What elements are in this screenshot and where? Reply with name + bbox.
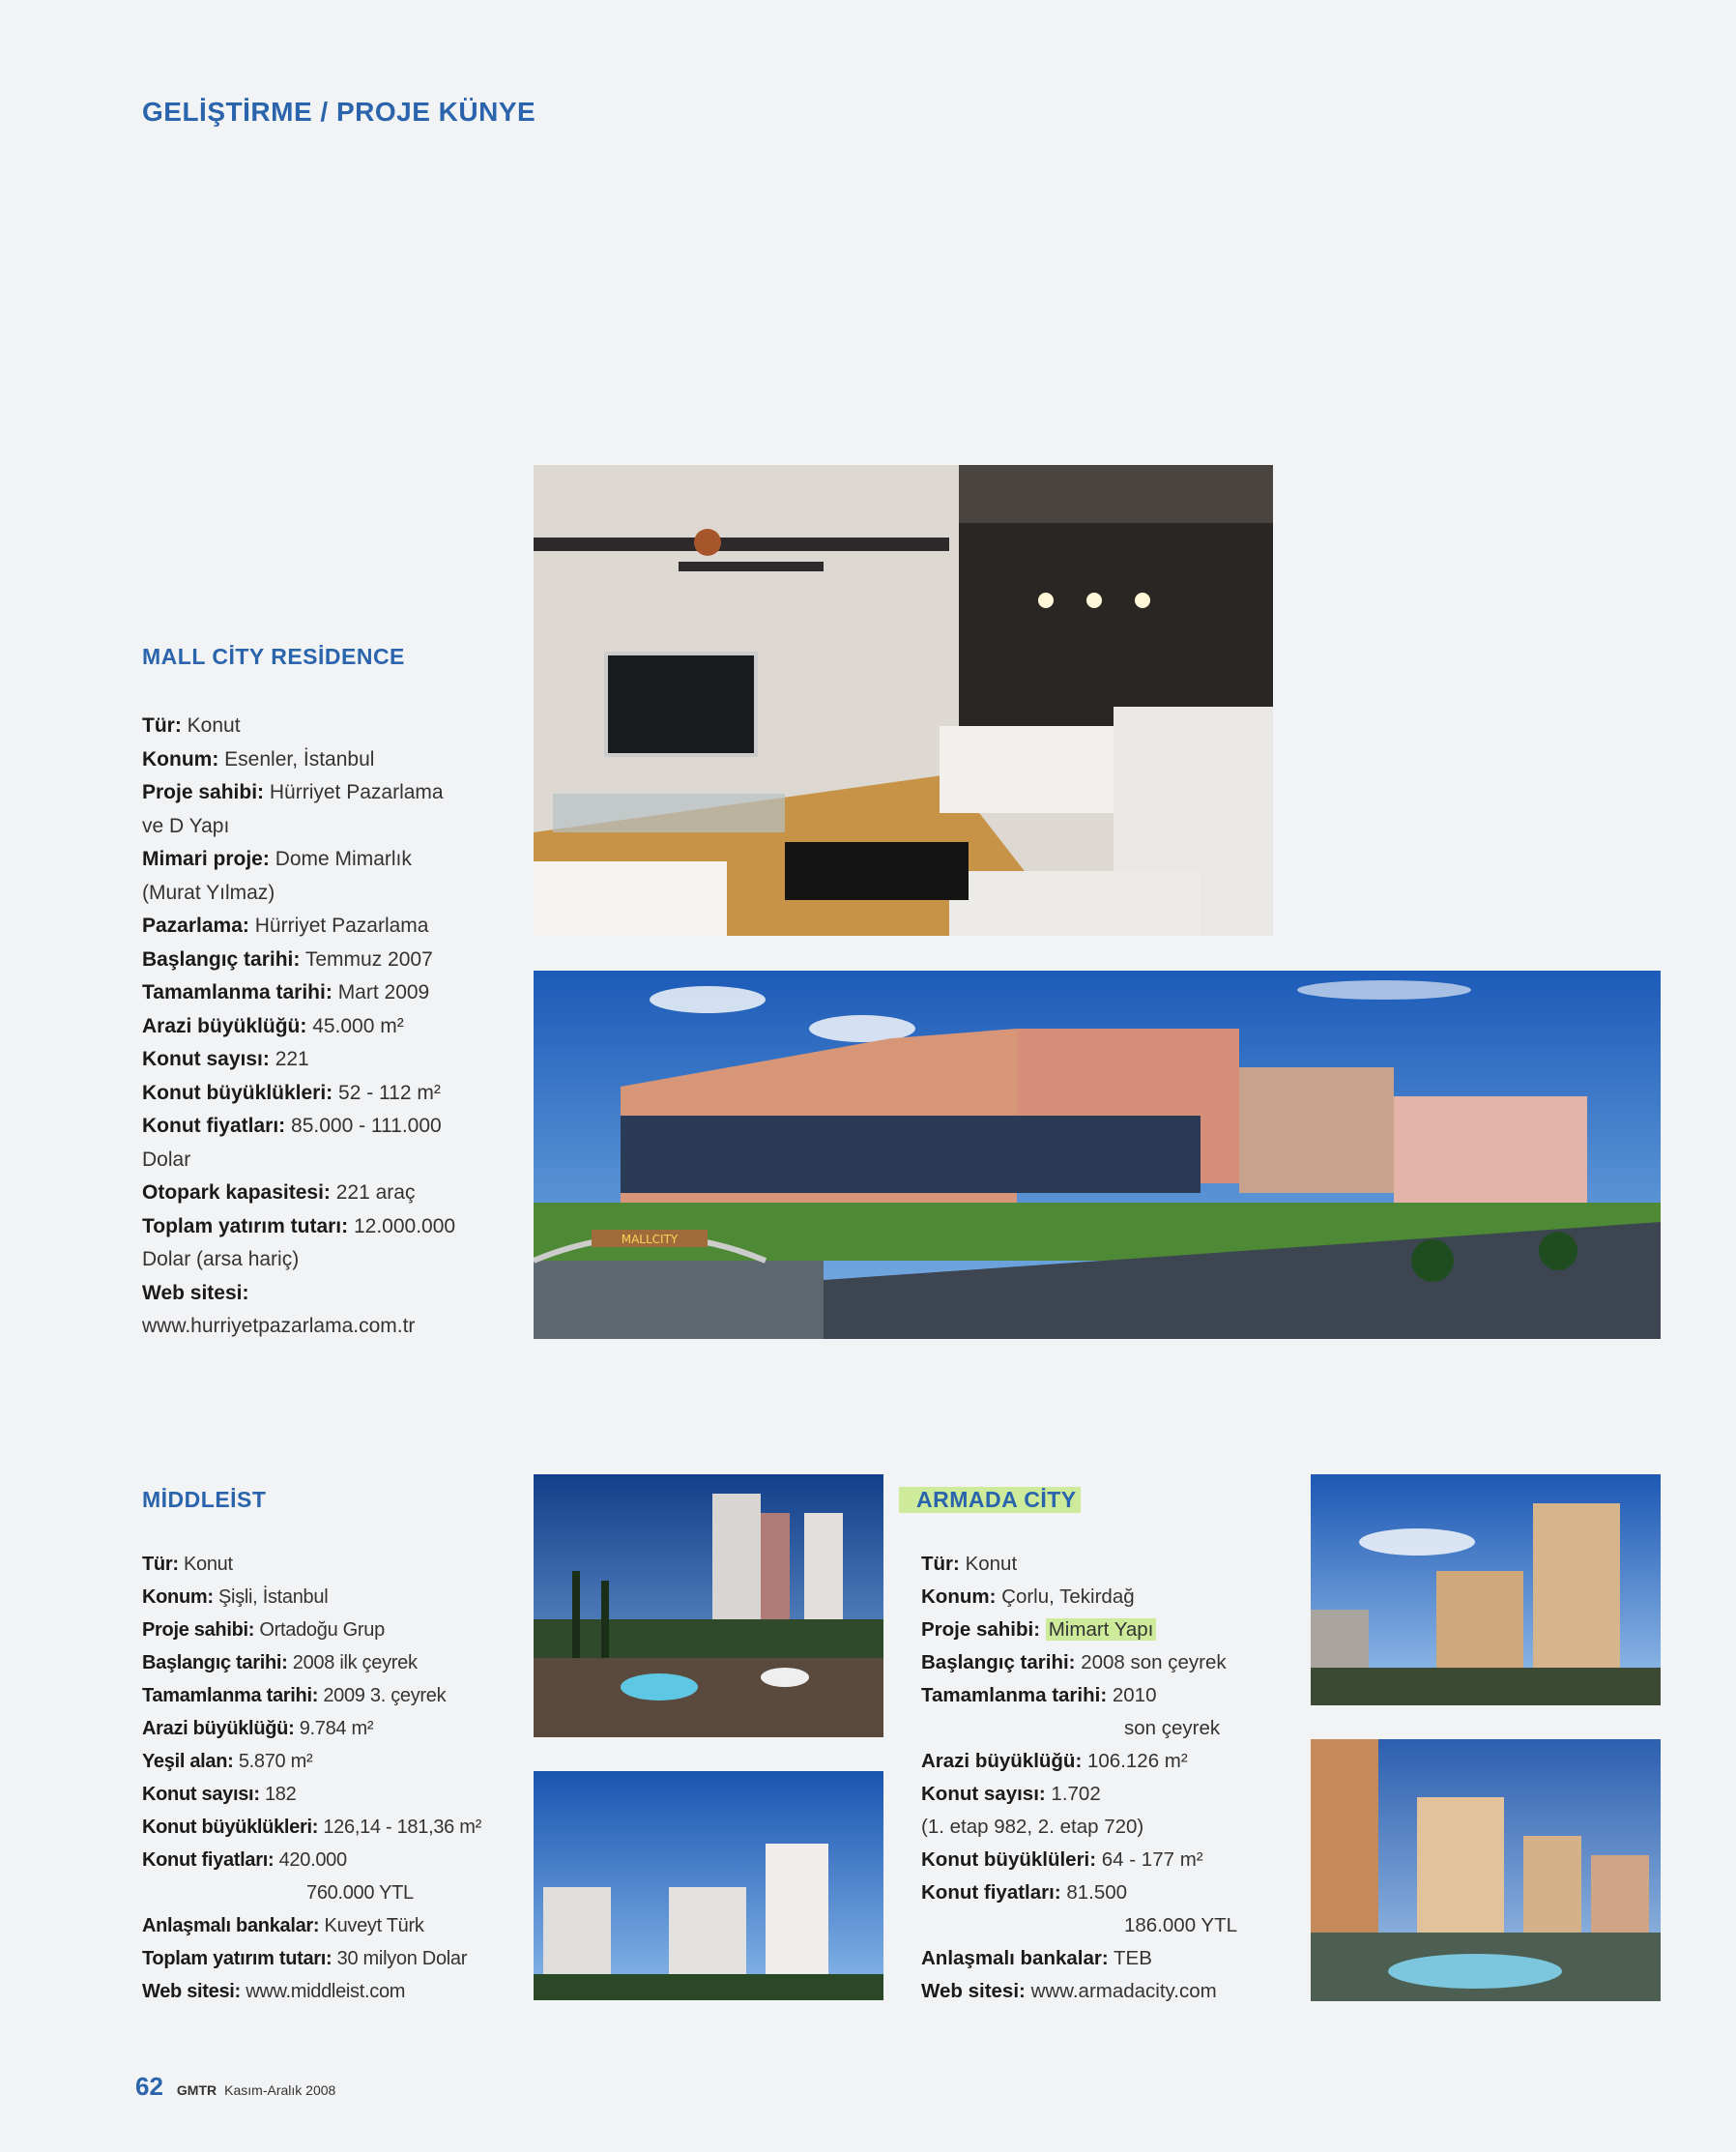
- info-value: Kuveyt Türk: [324, 1915, 424, 1936]
- info-value: Mimart Yapı: [1046, 1618, 1157, 1641]
- info-line: [142, 1144, 455, 1178]
- info-label: Web sitesi:: [921, 1980, 1026, 2002]
- info-value: Konut: [183, 1554, 233, 1575]
- info-line: [921, 1581, 1237, 1614]
- mall-exterior-photo: [534, 971, 1661, 1339]
- info-value: 126,14 - 181,36 m²: [323, 1817, 481, 1838]
- info-line: [921, 1679, 1237, 1712]
- middleist-photo-1: [534, 1474, 883, 1737]
- info-label: Tamamlanma tarihi:: [142, 1685, 319, 1706]
- info-line: [921, 1844, 1237, 1876]
- info-label: Arazi büyüklüğü:: [142, 1718, 295, 1739]
- section-header: GELİŞTİRME / PROJE KÜNYE: [142, 97, 536, 127]
- info-value: Çorlu, Tekirdağ: [1001, 1585, 1135, 1608]
- info-line: [921, 1712, 1237, 1745]
- info-label: Konut sayısı:: [142, 1784, 260, 1805]
- info-label: Konum:: [142, 747, 219, 771]
- info-value: 81.500: [1066, 1881, 1128, 1904]
- info-value: 45.000 m²: [312, 1014, 404, 1037]
- info-line: [142, 743, 455, 777]
- info-label: Konum:: [142, 1586, 214, 1608]
- info-value: (1. etap 982, 2. etap 720): [921, 1816, 1144, 1838]
- info-value: Dolar: [142, 1148, 191, 1171]
- info-label: Arazi büyüklüğü:: [921, 1750, 1083, 1772]
- info-line: [142, 1679, 481, 1712]
- middleist-info: [142, 1548, 481, 2008]
- issue-date: Kasım-Aralık 2008: [224, 2082, 336, 2098]
- info-line: [921, 1909, 1237, 1942]
- info-value: Mart 2009: [337, 981, 430, 1003]
- info-line: [142, 1646, 481, 1679]
- info-line: [142, 1909, 481, 1942]
- info-label: Tamamlanma tarihi:: [921, 1684, 1108, 1706]
- info-line: [142, 877, 455, 911]
- info-line: [142, 1010, 455, 1044]
- info-line: [142, 1844, 481, 1876]
- page-number: 62: [135, 2072, 163, 2101]
- info-label: Tür:: [921, 1553, 960, 1575]
- mall-sign-text: MALLCITY: [621, 1233, 679, 1246]
- info-line: [142, 1745, 481, 1778]
- info-value: 2008 son çeyrek: [1081, 1651, 1227, 1673]
- info-label: Tamamlanma tarihi:: [142, 981, 333, 1003]
- info-label: Konut büyüklükleri:: [142, 1081, 333, 1104]
- info-line: [142, 1548, 481, 1581]
- info-value: 64 - 177 m²: [1101, 1848, 1203, 1871]
- mall-city-title: MALL CİTY RESİDENCE: [142, 644, 405, 669]
- middleist-title: MİDDLEİST: [142, 1487, 267, 1512]
- info-line: [142, 1043, 455, 1077]
- info-value: Hürriyet Pazarlama: [254, 915, 429, 937]
- info-value: 12.000.000: [353, 1214, 456, 1237]
- info-label: Proje sahibi:: [142, 781, 265, 803]
- mall-city-info: [142, 710, 455, 1344]
- info-label: Toplam yatırım tutarı:: [142, 1214, 349, 1237]
- info-line: [921, 1975, 1237, 2008]
- info-value: 221: [275, 1048, 309, 1070]
- info-line: [142, 1581, 481, 1614]
- info-label: Başlangıç tarihi:: [921, 1651, 1076, 1673]
- info-value: www.armadacity.com: [1030, 1980, 1217, 2002]
- info-label: Konut büyüklüleri:: [921, 1848, 1097, 1871]
- info-value: 30 milyon Dolar: [336, 1948, 468, 1969]
- info-line: [921, 1942, 1237, 1975]
- info-line: [921, 1876, 1237, 1909]
- info-value: 2008 ilk çeyrek: [292, 1652, 418, 1673]
- info-value: 760.000 YTL: [306, 1882, 414, 1904]
- info-label: Konum:: [921, 1585, 997, 1608]
- info-line: [921, 1548, 1237, 1581]
- magazine-name: GMTR: [176, 2082, 217, 2098]
- info-value: 85.000 - 111.000: [291, 1115, 442, 1137]
- info-line: [921, 1614, 1237, 1646]
- info-value: Hürriyet Pazarlama: [269, 781, 444, 803]
- info-line: [142, 1177, 455, 1210]
- info-line: [142, 1811, 481, 1844]
- info-value: www.middleist.com: [246, 1981, 406, 2002]
- info-line: [142, 1614, 481, 1646]
- info-label: Yeşil alan:: [142, 1751, 234, 1772]
- info-value: 106.126 m²: [1087, 1750, 1188, 1772]
- info-line: [142, 1110, 455, 1144]
- info-label: Anlaşmalı bankalar:: [921, 1947, 1109, 1969]
- info-label: Konut fiyatları:: [142, 1115, 286, 1137]
- info-line: [142, 710, 455, 743]
- armada-photo-2: [1311, 1739, 1661, 2001]
- info-label: Toplam yatırım tutarı:: [142, 1948, 333, 1969]
- info-value: 221 araç: [335, 1181, 416, 1204]
- info-value: 2009 3. çeyrek: [323, 1685, 447, 1706]
- info-line: [921, 1745, 1237, 1778]
- info-label: Tür:: [142, 1554, 179, 1575]
- armada-city-info: [921, 1548, 1237, 2008]
- info-label: Konut büyüklükleri:: [142, 1817, 319, 1838]
- page-footer: [135, 2072, 335, 2102]
- info-value: 2010: [1112, 1684, 1157, 1706]
- info-label: Web sitesi:: [142, 1981, 241, 2002]
- info-label: Tür:: [142, 714, 182, 737]
- info-line: [142, 1210, 455, 1244]
- info-label: Mimari proje:: [142, 848, 270, 870]
- info-label: Pazarlama:: [142, 915, 249, 937]
- info-line: [142, 1876, 481, 1909]
- info-line: [921, 1646, 1237, 1679]
- info-label: Otopark kapasitesi:: [142, 1181, 331, 1204]
- info-label: Web sitesi:: [142, 1281, 249, 1304]
- info-value: 5.870 m²: [238, 1751, 313, 1772]
- info-value: 52 - 112 m²: [338, 1081, 441, 1104]
- info-value: Esenler, İstanbul: [224, 747, 375, 771]
- info-line: [142, 1277, 455, 1311]
- info-line: [142, 1942, 481, 1975]
- info-label: Başlangıç tarihi:: [142, 947, 301, 971]
- info-line: [142, 843, 455, 877]
- info-line: [142, 1243, 455, 1277]
- info-value: ve D Yapı: [142, 814, 230, 837]
- info-line: [142, 1310, 455, 1344]
- info-line: [142, 1712, 481, 1745]
- info-value: Dome Mimarlık: [275, 848, 412, 870]
- armada-city-title: ARMADA CİTY: [899, 1487, 1081, 1513]
- info-value: 420.000: [278, 1849, 347, 1871]
- info-line: [142, 910, 455, 944]
- info-value: son çeyrek: [1124, 1717, 1221, 1739]
- info-value: Ortadoğu Grup: [259, 1619, 385, 1641]
- info-line: [142, 1975, 481, 2008]
- info-value: Konut: [187, 714, 241, 737]
- info-value: 9.784 m²: [299, 1718, 374, 1739]
- info-label: Konut sayısı:: [921, 1783, 1046, 1805]
- info-value: Temmuz 2007: [304, 947, 433, 971]
- info-value: 186.000 YTL: [1124, 1914, 1238, 1936]
- interior-photo: [534, 465, 1273, 936]
- info-label: Konut fiyatları:: [142, 1849, 275, 1871]
- info-line: [921, 1778, 1237, 1811]
- info-line: [142, 944, 455, 977]
- info-line: [142, 810, 455, 844]
- info-value: Dolar (arsa hariç): [142, 1248, 300, 1270]
- info-label: Başlangıç tarihi:: [142, 1652, 288, 1673]
- armada-photo-1: [1311, 1474, 1661, 1705]
- info-label: Proje sahibi:: [142, 1619, 255, 1641]
- info-label: Konut fiyatları:: [921, 1881, 1061, 1904]
- info-value: 182: [264, 1784, 297, 1805]
- info-value: www.hurriyetpazarlama.com.tr: [142, 1315, 416, 1337]
- info-line: [921, 1811, 1237, 1844]
- info-value: Konut: [965, 1553, 1018, 1575]
- middleist-photo-2: [534, 1771, 883, 2000]
- info-line: [142, 776, 455, 810]
- info-value: 1.702: [1051, 1783, 1101, 1805]
- info-line: [142, 1778, 481, 1811]
- info-value: Şişli, İstanbul: [218, 1586, 329, 1608]
- info-value: (Murat Yılmaz): [142, 881, 275, 904]
- info-line: [142, 1077, 455, 1111]
- info-line: [142, 976, 455, 1010]
- info-label: Arazi büyüklüğü:: [142, 1014, 307, 1037]
- info-label: Anlaşmalı bankalar:: [142, 1915, 320, 1936]
- info-label: Konut sayısı:: [142, 1048, 270, 1070]
- info-label: Proje sahibi:: [921, 1618, 1041, 1641]
- info-value: TEB: [1114, 1947, 1152, 1969]
